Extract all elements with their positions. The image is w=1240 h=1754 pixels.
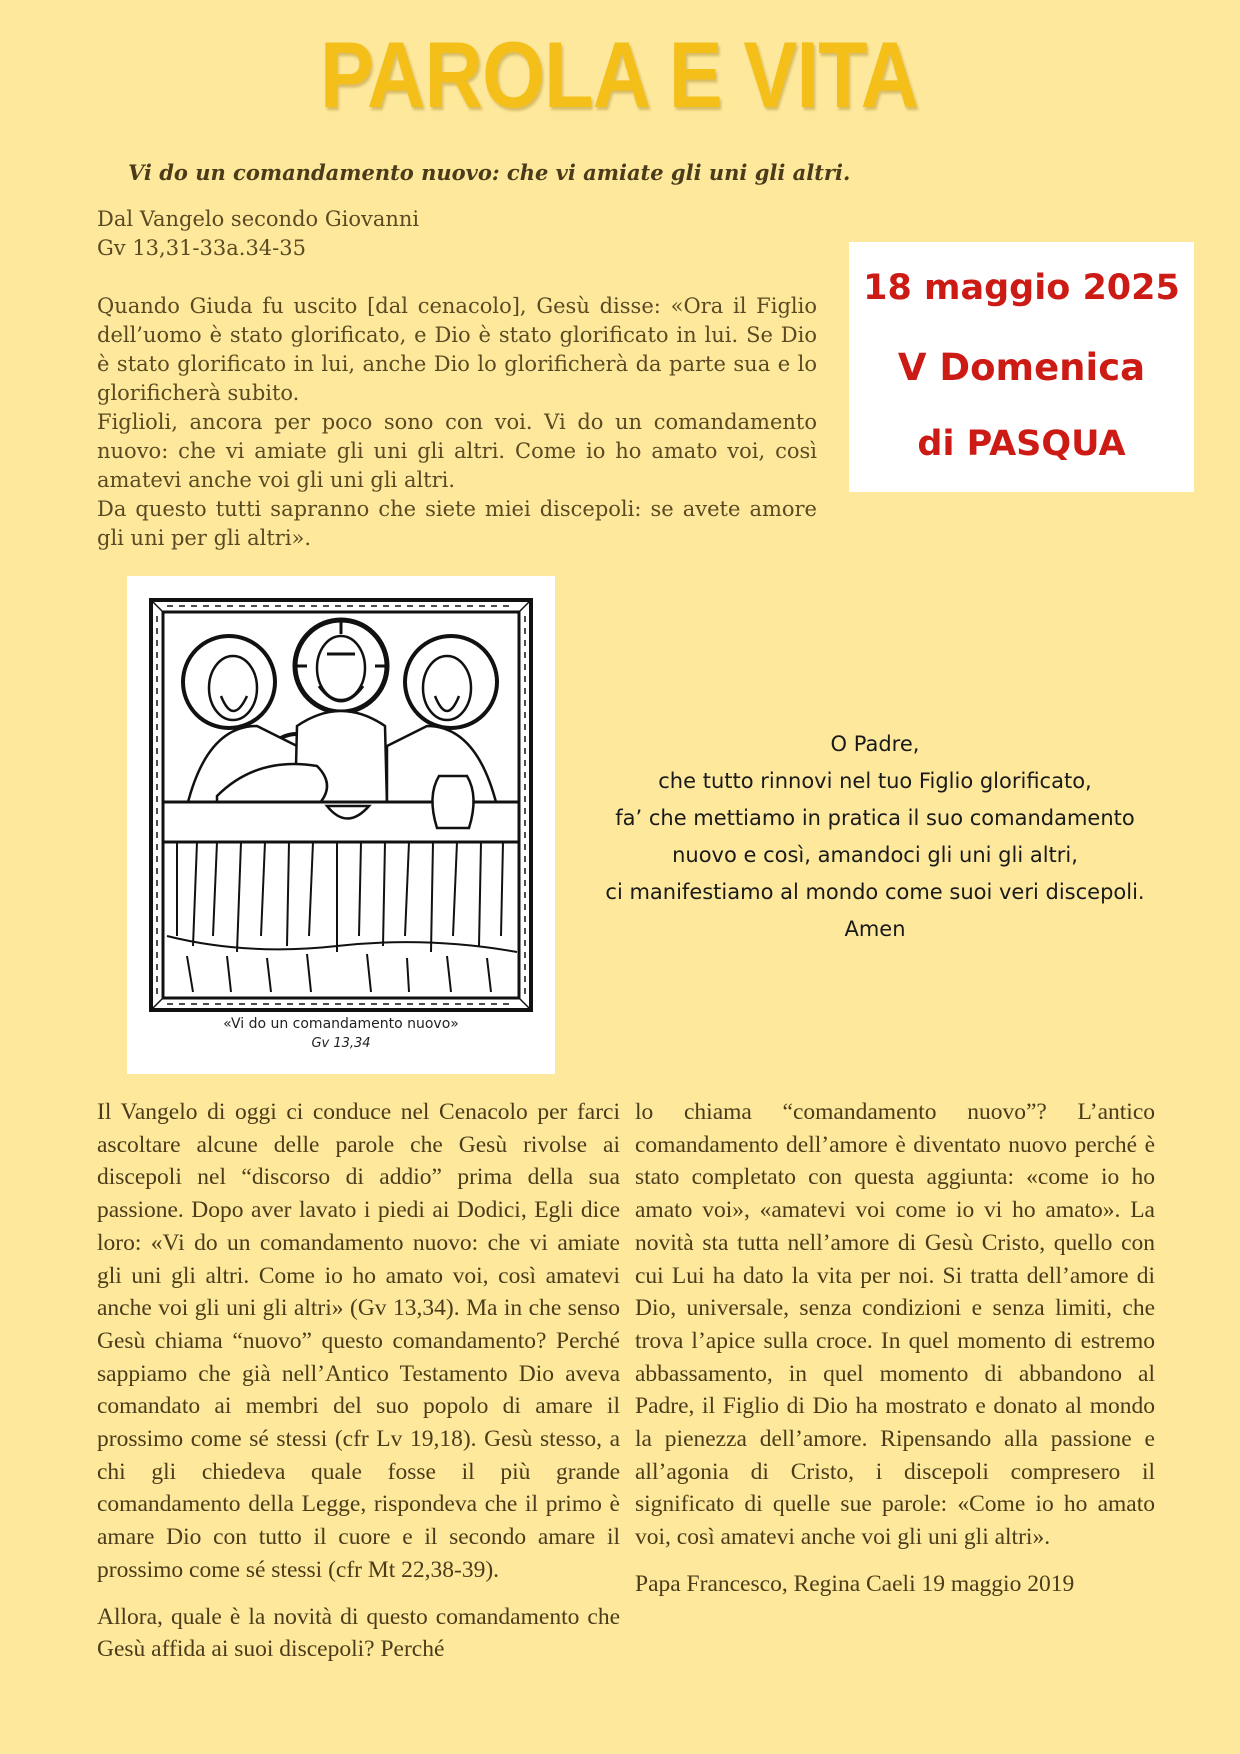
illustration-caption: «Vi do un comandamento nuovo» xyxy=(223,1016,459,1032)
page-title: PAROLA E VITA xyxy=(320,22,919,127)
prayer-line: che tutto rinnovi nel tuo Figlio glorificato, xyxy=(658,769,1092,793)
prayer-line: nuovo e così, amandoci gli uni gli altri, xyxy=(672,843,1078,867)
gospel-text xyxy=(97,292,817,553)
last-supper-illustration xyxy=(147,596,535,1014)
commentary-paragraph: Allora, quale è la novità di questo comandamento che Gesù affida ai suoi discepoli? Perché xyxy=(97,1603,620,1663)
commentary-paragraph: lo chiama “comandamento nuovo”? L’antico comandamento dell’amore è diventato nuovo perché è stato completato con questa aggiunta: «come io ho amato voi», «amatevi voi come io vi ho amato». La novità sta tutta nell’amore di Gesù Cristo, quello con cui Lui ha dato la vita per noi. Si tratta dell’amore di Dio, universale, senza condizioni e senza limiti, che trova l’apice sulla croce. In quel momento di estremo abbassamento, in quel momento di abbandono al Padre, il Figlio di Dio ha mostrato e donato al mondo la pienezza dell’amore. Ripensando alla passione e all’agonia di Cristo, i discepoli compresero il significato di quelle sue parole: «Come io ho amato voi, così amatevi anche voi gli uni gli altri». xyxy=(635,1099,1155,1551)
motto: Vi do un comandamento nuovo: che vi amiate gli uni gli altri. xyxy=(128,160,851,185)
date-label: 18 maggio 2025 xyxy=(863,268,1180,308)
gospel-source-line: Dal Vangelo secondo Giovanni xyxy=(97,207,420,231)
commentary-left-column xyxy=(97,1096,620,1680)
gospel-paragraph: Quando Giuda fu uscito [dal cenacolo], Gesù disse: «Ora il Figlio dell’uomo è stato glorificato, e Dio è stato glorificato in lui. Se Dio è stato glorificato in lui, anche Dio lo glorificherà da parte sua e lo glorificherà subito. xyxy=(97,294,817,405)
prayer xyxy=(580,726,1170,948)
gospel-reference: Gv 13,31-33a.34-35 xyxy=(97,236,306,260)
prayer-line: fa’ che mettiamo in pratica il suo comandamento xyxy=(615,806,1135,830)
date-box xyxy=(849,242,1194,492)
prayer-line: Amen xyxy=(844,917,906,941)
gospel-source xyxy=(97,205,797,263)
commentary-paragraph: Il Vangelo di oggi ci conduce nel Cenacolo per farci ascoltare alcune delle parole che Gesù rivolse ai discepoli nel “discorso di addio” prima della sua passione. Dopo aver lavato i piedi ai Dodici, Egli dice loro: «Vi do un comandamento nuovo: che vi amiate gli uni gli altri. Come io ho amato voi, così amatevi anche voi gli uni gli altri» (Gv 13,34). Ma in che senso Gesù chiama “nuovo” questo comandamento? Perché sappiamo che già nell’Antico Testamento Dio aveva comandato ai membri del suo popolo di amare il prossimo come sé stessi (cfr Lv 19,18). Gesù stesso, a chi gli chiedeva quale fosse il più grande comandamento della Legge, rispondeva che il primo è amare Dio con tutto il cuore e il secondo amare il prossimo come sé stessi (cfr Mt 22,38-39). xyxy=(97,1099,620,1583)
commentary-citation: Papa Francesco, Regina Caeli 19 maggio 2019 xyxy=(635,1570,1075,1597)
gospel-paragraph: Figlioli, ancora per poco sono con voi. Vi do un comandamento nuovo: che vi amiate gli uni gli altri. Come io ho amato voi, così amatevi anche voi gli uni gli altri. xyxy=(97,410,817,492)
sunday-label: V Domenica xyxy=(897,346,1146,389)
prayer-line: ci manifestiamo al mondo come suoi veri discepoli. xyxy=(605,880,1145,904)
commentary-right-column xyxy=(635,1096,1155,1615)
gospel-paragraph: Da questo tutti sapranno che siete miei discepoli: se avete amore gli uni per gli altri». xyxy=(97,497,817,550)
illustration-card xyxy=(127,576,555,1074)
prayer-line: O Padre, xyxy=(830,732,920,756)
illustration-reference: Gv 13,34 xyxy=(311,1036,371,1051)
season-label: di PASQUA xyxy=(917,424,1126,464)
